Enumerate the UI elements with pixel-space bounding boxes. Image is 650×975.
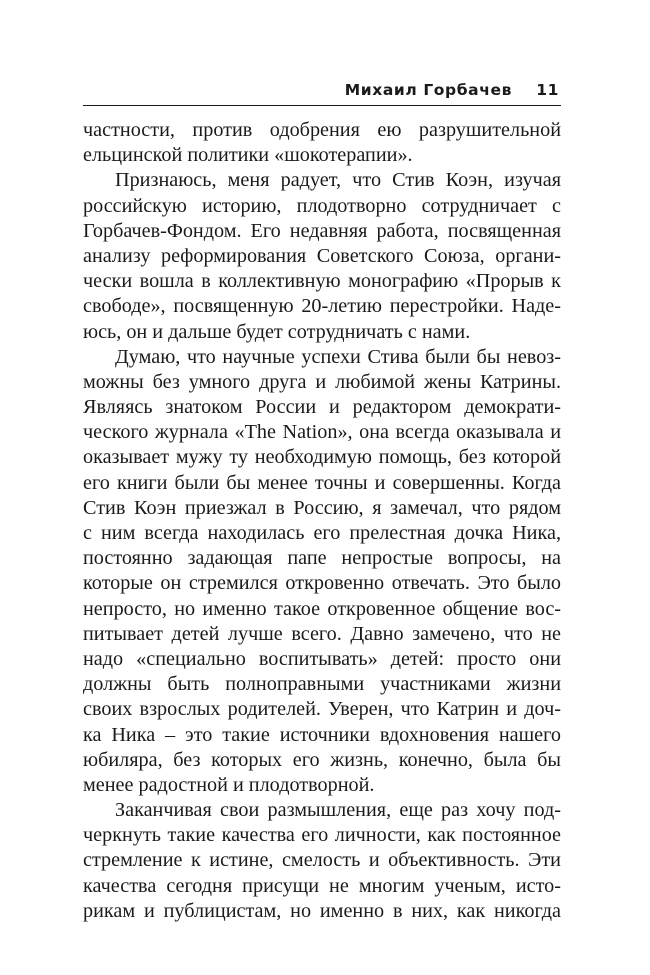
text-line: с ним всегда находилась его прелестная дочка Ника, bbox=[83, 522, 561, 544]
text-line: которые он стремился откровенно отвечать. Это было bbox=[83, 572, 561, 595]
text-line: менее радостной и плодотворной. bbox=[83, 773, 375, 796]
paragraph bbox=[83, 798, 561, 924]
text-line: питывает детей лучше всего. Давно замечено, что не bbox=[83, 622, 561, 645]
text-line: Признаюсь, меня радует, что Стив Коэн, изучая bbox=[115, 169, 561, 192]
page-number: 11 bbox=[536, 81, 559, 99]
text-line: ельцинской политики «шокотерапии». bbox=[83, 144, 413, 167]
text-line: Горбачев-Фондом. Его недавняя работа, посвященная bbox=[83, 219, 561, 242]
text-line: свободе», посвященную 20-летию перестройки. Наде- bbox=[83, 295, 561, 318]
text-line: рикам и публицистам, но именно в них, как никогда bbox=[83, 899, 561, 922]
text-line: юсь, он и дальше будет сотрудничать с нами. bbox=[83, 320, 471, 343]
text-line: оказывает мужу ту необходимую помощь, без которой bbox=[83, 446, 561, 469]
text-line: юбиляра, без которых его жизнь, конечно, была бы bbox=[83, 748, 561, 771]
paragraph bbox=[83, 118, 561, 168]
text-line: его книги были бы менее точны и совершенны. Когда bbox=[83, 471, 561, 494]
text-line: надо «специально воспитывать» детей: просто они bbox=[83, 647, 561, 670]
text-line: чески вошла в коллективную монографию «Прорыв к bbox=[83, 270, 561, 293]
text-line: Являясь знатоком России и редактором демократи- bbox=[83, 396, 561, 419]
text-line: непросто, но именно такое откровенное общение вос- bbox=[83, 597, 561, 620]
text-line: должны быть полноправными участниками жизни bbox=[83, 673, 561, 696]
text-line: качества сегодня присущи не многим ученым, исто- bbox=[83, 874, 561, 897]
text-line: частности, против одобрения ею разрушительной bbox=[83, 119, 561, 141]
text-line: Заканчивая свои размышления, еще раз хочу под- bbox=[115, 799, 561, 822]
header-rule bbox=[83, 105, 561, 106]
author-name: Михаил Горбачев bbox=[344, 81, 512, 99]
paragraph bbox=[83, 345, 561, 798]
text-line: стремление к истине, смелость и объективность. Эти bbox=[83, 849, 561, 872]
text-line: ка Ника – это такие источники вдохновения нашего bbox=[83, 723, 561, 746]
text-line: черкнуть такие качества его личности, как постоянное bbox=[83, 824, 561, 847]
text-line: ческого журнала «The Nation», она всегда оказывала и bbox=[83, 421, 561, 444]
text-line: анализу реформирования Советского Союза, органи- bbox=[83, 244, 561, 267]
text-line: Стив Коэн приезжал в Россию, я замечал, что рядом bbox=[83, 496, 561, 519]
text-line: Думаю, что научные успехи Стива были бы невоз- bbox=[115, 345, 561, 368]
text-line: можны без умного друга и любимой жены Катрины. bbox=[83, 370, 561, 393]
text-line: постоянно задающая папе непростые вопросы, на bbox=[83, 547, 561, 570]
paragraph bbox=[83, 168, 561, 344]
body-text bbox=[83, 118, 561, 924]
text-line: своих взрослых родителей. Уверен, что Катрин и доч- bbox=[83, 698, 561, 721]
text-line: российскую историю, плодотворно сотрудничает с bbox=[83, 194, 561, 217]
running-header bbox=[83, 80, 561, 102]
